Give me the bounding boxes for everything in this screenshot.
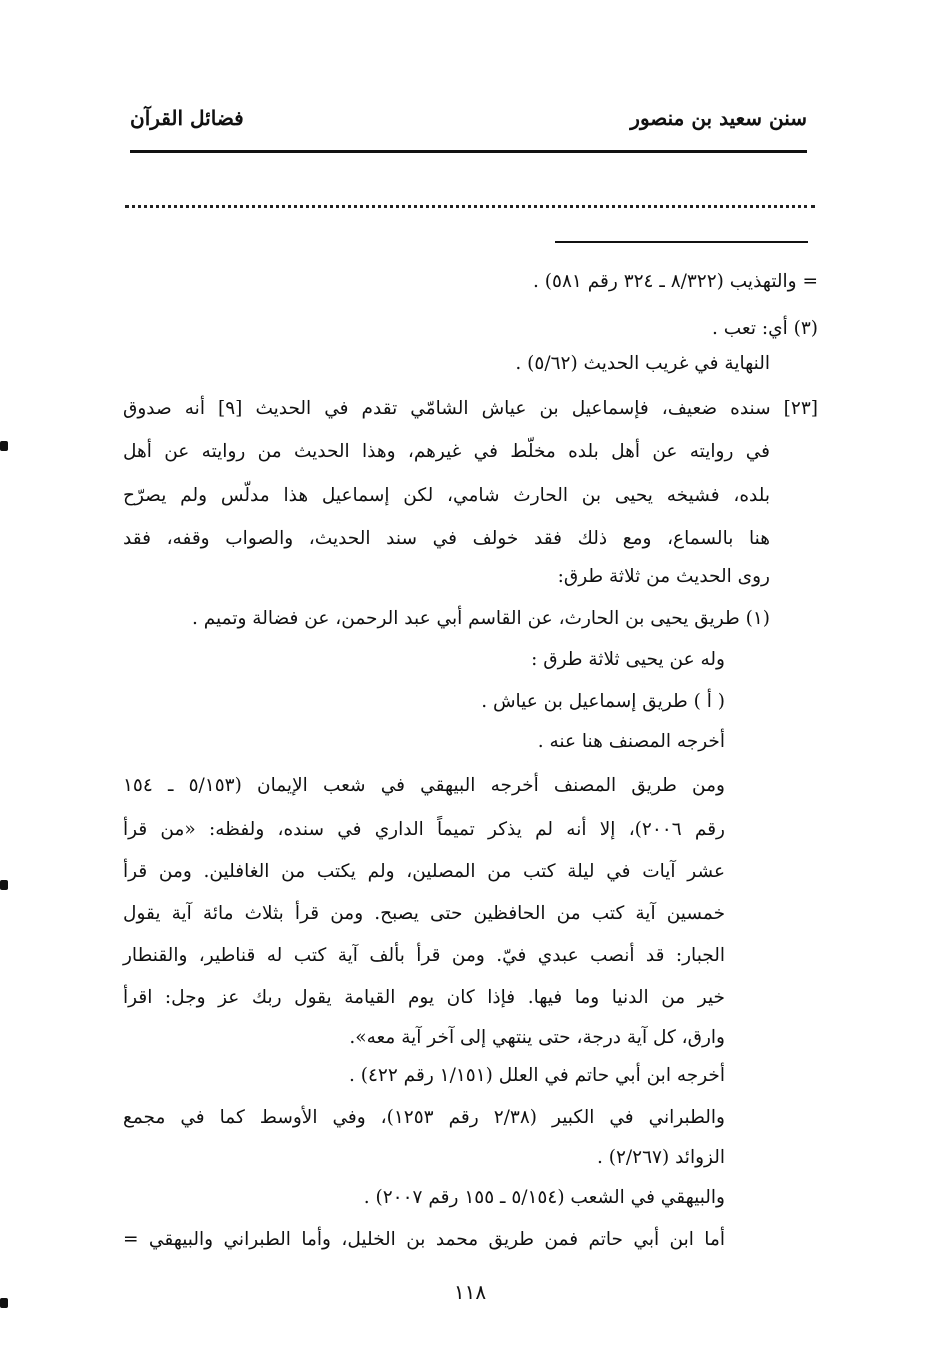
- footnote-line: ومن طريق المصنف أخرجه البيهقي في شعب الإيمان (٥/١٥٣ ـ ١٥٤: [123, 775, 725, 796]
- footnote-line: هنا بالسماع، ومع ذلك فقد خولف في سند الحديث، والصواب وقفه، فقد: [123, 528, 770, 549]
- footnote-line: أخرجه المصنف هنا عنه .: [537, 731, 725, 752]
- footnote-line: أما ابن أبي حاتم فمن طريق محمد بن الخليل، وأما الطبراني والبيهقي =: [123, 1229, 725, 1250]
- footnote-line: روى الحديث من ثلاثة طرق:: [557, 566, 770, 587]
- footnote-line: رقم ٢٠٠٦)، إلا أنه لم يذكر تميماً الداري في سنده، ولفظه: «من قرأ: [123, 819, 725, 840]
- footnote-rule: [555, 241, 808, 243]
- footnote-line: [٢٣] سنده ضعيف، فإسماعيل بن عياش الشامّي تقدم في الحديث [٩] أنه صدوق: [123, 398, 818, 419]
- footnote-line: خمسين آية كتب من الحافظين حتى يصبح. ومن قرأ بثلاث مائة آية يقول: [123, 903, 725, 924]
- footnote-line: أخرجه ابن أبي حاتم في العلل (١/١٥١ رقم ٤٢٢) .: [349, 1065, 725, 1086]
- margin-mark: [0, 880, 8, 890]
- footnote-line: وله عن يحيى ثلاثة طرق :: [531, 649, 725, 670]
- footnote-line: والبيهقي في الشعب (٥/١٥٤ ـ ١٥٥ رقم ٢٠٠٧) .: [363, 1187, 725, 1208]
- section-title: فضائل القرآن: [130, 106, 244, 130]
- footnote-line: = والتهذيب (٨/٣٢٢ ـ ٣٢٤ رقم ٥٨١) .: [533, 271, 818, 292]
- footnote-line: في روايته عن أهل بلده مخلّط في غيرهم، وهذا الحديث من روايته عن أهل: [123, 441, 770, 462]
- running-header: [130, 106, 807, 146]
- footnote-line: عشر آيات في ليلة كتب من المصلين، ولم يكتب من الغافلين. ومن قرأ: [123, 861, 725, 882]
- footnote-line: والطبراني في الكبير (٢/٣٨ رقم ١٢٥٣)، وفي الأوسط كما في مجمع: [123, 1107, 725, 1128]
- footnote-line: الزوائد (٢/٢٦٧) .: [597, 1147, 725, 1168]
- dotted-separator: [125, 205, 815, 208]
- footnote-line: (٣) أي: تعب .: [712, 318, 818, 339]
- footnote-line: النهاية في غريب الحديث (٥/٦٢) .: [515, 353, 770, 374]
- footnote-line: وارق، كل آية درجة، حتى ينتهي إلى آخر آية معه».: [349, 1027, 725, 1048]
- footnote-line: خير من الدنيا وما فيها. فإذا كان يوم القيامة يقول ربك عز وجل: اقرأ: [123, 987, 725, 1008]
- header-rule: [130, 150, 807, 153]
- margin-mark: [0, 441, 8, 451]
- margin-mark: [0, 1298, 8, 1308]
- footnote-line: (١) طريق يحيى بن الحارث، عن القاسم أبي عبد الرحمن، عن فضالة وتميم .: [191, 608, 770, 629]
- footnote-line: بلده، فشيخه يحيى بن الحارث شامي، لكن إسماعيل هذا مدلّس ولم يصرّح: [123, 485, 770, 506]
- book-title: سنن سعيد بن منصور: [630, 106, 807, 130]
- footnote-line: ( أ ) طريق إسماعيل بن عياش .: [481, 691, 725, 712]
- footnote-line: الجبار: قد أنصب عبدي فيّ. ومن قرأ بألف آية كتب له قناطير، والقنطار: [123, 945, 725, 966]
- page-number: ١١٨: [453, 1280, 487, 1304]
